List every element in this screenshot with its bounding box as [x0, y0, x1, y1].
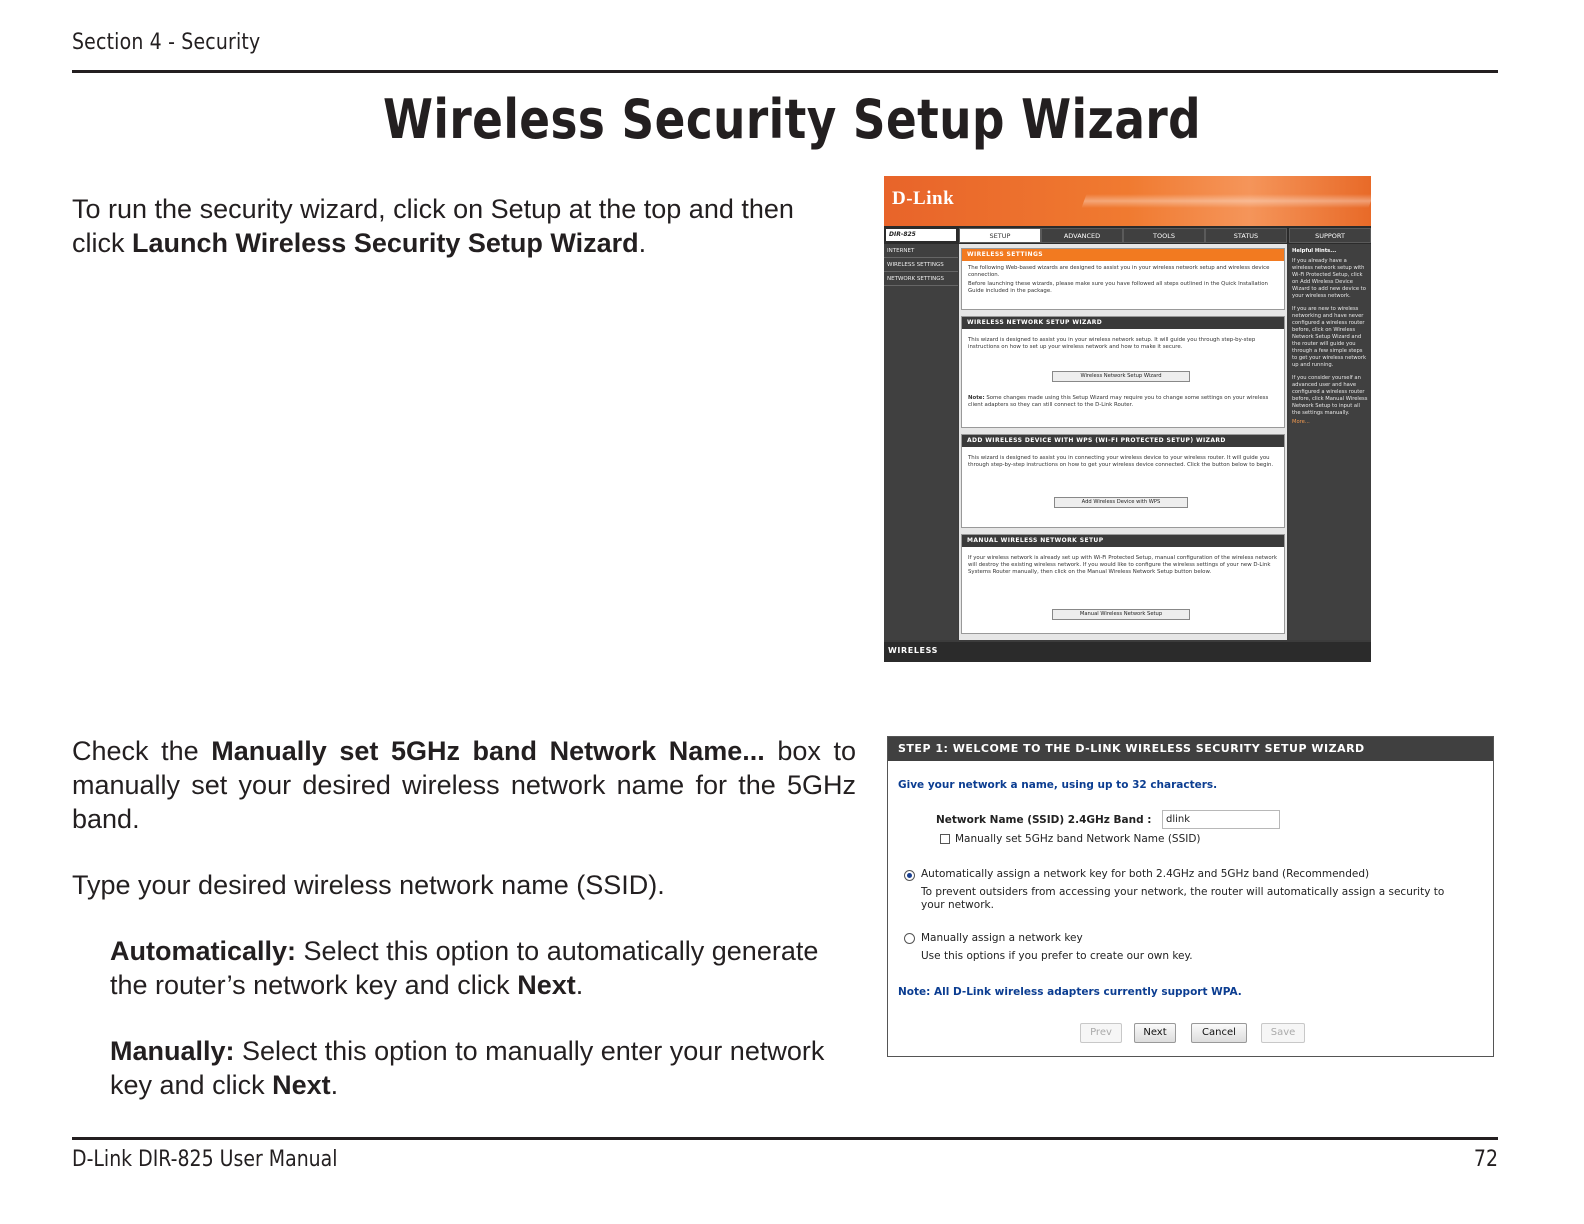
hints-more-link[interactable]: More...	[1292, 419, 1310, 425]
router-banner	[884, 176, 1371, 226]
manual-wireless-network-setup-button[interactable]: Manual Wireless Network Setup	[1052, 609, 1190, 620]
manual-end: .	[330, 1070, 339, 1100]
wizard-intro: Give your network a name, using up to 32 characters.	[898, 779, 1218, 791]
manual-5ghz-checkbox[interactable]	[940, 834, 950, 844]
tab-status[interactable]: STATUS	[1205, 228, 1287, 243]
box-text: This wizard is designed to assist you in connecting your wireless device to your wireless router. It will guide you through step-by-step instructions on how to get your wireless device connected. Click the button below to begin.	[968, 455, 1274, 468]
check-end: box to manually set your desired wireless network name for the 5GHz band.	[72, 736, 856, 834]
manual-wireless-network-setup-box	[961, 534, 1285, 634]
wireless-network-setup-wizard-box	[961, 316, 1285, 428]
auto-text: Select this option to automatically generate the router’s network key and click	[110, 936, 819, 1000]
hint-text: If you consider yourself an advanced user and have configured a wireless router before, click Manual Wireless Network Setup to input all the settings manually.	[1292, 375, 1368, 416]
wpa-note: Note: All D-Link wireless adapters currently support WPA.	[898, 986, 1242, 998]
type-paragraph: Type your desired wireless network name (SSID).	[72, 870, 665, 900]
add-wireless-device-wps-box	[961, 434, 1285, 528]
check-paragraph	[72, 734, 856, 836]
page-number: 72	[1473, 1147, 1498, 1172]
next-button[interactable]: Next	[1134, 1023, 1176, 1043]
auto-next: Next	[517, 970, 576, 1000]
menu-item-wireless-settings[interactable]: WIRELESS SETTINGS	[884, 258, 958, 272]
footer-rule	[72, 1137, 1498, 1140]
router-model: DIR-825	[886, 229, 956, 241]
helpful-hints-panel	[1289, 244, 1371, 640]
manual-next: Next	[272, 1070, 331, 1100]
dlink-logo: D-Link	[892, 188, 955, 209]
manual-bold: Manually:	[110, 1036, 235, 1066]
box-title: WIRELESS NETWORK SETUP WIZARD	[962, 317, 1284, 329]
menu-item-network-settings[interactable]: NETWORK SETTINGS	[884, 272, 958, 286]
header-rule	[72, 70, 1498, 73]
box-text: This wizard is designed to assist you in your wireless network setup. It will guide you through step-by-step instructions on how to set up your wireless network and how to make it secure.	[968, 337, 1256, 350]
ssid-input[interactable]: dlink	[1162, 810, 1280, 829]
section-header: Section 4 - Security	[72, 30, 261, 55]
check-text: Check the	[72, 736, 212, 766]
hint-text: If you already have a wireless network setup with Wi-Fi Protected Setup, click on Add Wireless Device Wizard to add new device to your wireless network.	[1292, 258, 1366, 299]
router-main-panel	[959, 244, 1287, 640]
page-title: Wireless Security Setup Wizard	[382, 88, 1202, 151]
cancel-button[interactable]: Cancel	[1191, 1023, 1247, 1043]
box-title: ADD WIRELESS DEVICE WITH WPS (WI-FI PROTECTED SETUP) WIZARD	[962, 435, 1284, 447]
note-text: Some changes made using this Setup Wizard may require you to change some settings on your wireless client adapters so they can still connect to the D-Link Router.	[968, 395, 1269, 408]
tab-advanced[interactable]: ADVANCED	[1041, 228, 1123, 243]
manual-text: Select this option to manually enter your network key and click	[110, 1036, 825, 1100]
prev-button[interactable]: Prev	[1080, 1023, 1122, 1043]
box-title: MANUAL WIRELESS NETWORK SETUP	[962, 535, 1284, 547]
hint-text: If you are new to wireless networking and have never configured a wireless router before, click on Wireless Network Setup Wizard and the router will guide you through a few simple steps to get your wireless network up and running.	[1292, 306, 1366, 368]
box-text: If your wireless network is already set up with Wi-Fi Protected Setup, manual configuration of the wireless network will destroy the existing wireless network. If you would like to configure the wireless settings of your new D-Link Systems Router manually, then click on the Manual Wireless Network Setup button below.	[968, 555, 1278, 575]
note-label: Note:	[968, 395, 985, 401]
box-title: WIRELESS SETTINGS	[962, 249, 1284, 261]
intro-paragraph	[72, 192, 852, 260]
box-note	[962, 391, 1284, 409]
menu-item-internet[interactable]: INTERNET	[884, 244, 958, 258]
wireless-network-setup-wizard-button[interactable]: Wireless Network Setup Wizard	[1052, 371, 1190, 382]
tab-support[interactable]: SUPPORT	[1289, 228, 1371, 243]
add-wireless-device-wps-button[interactable]: Add Wireless Device with WPS	[1054, 497, 1188, 508]
auto-key-radio[interactable]	[904, 870, 915, 881]
wizard-step1-screenshot	[887, 736, 1494, 1057]
router-footer: WIRELESS	[884, 642, 1371, 662]
box-text: The following Web-based wizards are designed to assist you in your wireless network setup and wireless device connection.	[968, 265, 1270, 278]
hints-title: Helpful Hints...	[1292, 248, 1337, 254]
manual-key-radio[interactable]	[904, 933, 915, 944]
automatically-paragraph	[110, 934, 850, 1002]
auto-key-description: To prevent outsiders from accessing your network, the router will automatically assign a security to your network.	[921, 886, 1445, 911]
save-button[interactable]: Save	[1261, 1023, 1305, 1043]
manual-key-description: Use this options if you prefer to create our own key.	[921, 950, 1193, 962]
manually-paragraph	[110, 1034, 850, 1102]
router-setup-screenshot	[884, 176, 1371, 662]
check-bold: Manually set 5GHz band Network Name...	[211, 736, 765, 766]
manual-key-label: Manually assign a network key	[921, 932, 1083, 944]
ssid-label: Network Name (SSID) 2.4GHz Band :	[936, 814, 1152, 826]
auto-end: .	[575, 970, 584, 1000]
intro-end: .	[638, 228, 647, 258]
tab-tools[interactable]: TOOLS	[1123, 228, 1205, 243]
manual-5ghz-label: Manually set 5GHz band Network Name (SSID)	[955, 833, 1201, 845]
tab-setup[interactable]: SETUP	[959, 228, 1041, 243]
auto-bold: Automatically:	[110, 936, 297, 966]
intro-text: To run the security wizard, click on Setup at the top and then click	[72, 194, 794, 258]
auto-key-label: Automatically assign a network key for both 2.4GHz and 5GHz band (Recommended)	[921, 868, 1370, 880]
intro-bold: Launch Wireless Security Setup Wizard	[132, 228, 639, 258]
wizard-title: STEP 1: WELCOME TO THE D-LINK WIRELESS SECURITY SETUP WIZARD	[888, 737, 1493, 761]
footer-manual-name: D-Link DIR-825 User Manual	[72, 1147, 338, 1172]
wireless-settings-box	[961, 248, 1285, 310]
router-left-menu	[884, 244, 958, 640]
box-text: Before launching these wizards, please make sure you have followed all steps outlined in the Quick Installation Guide included in the package.	[968, 281, 1268, 294]
